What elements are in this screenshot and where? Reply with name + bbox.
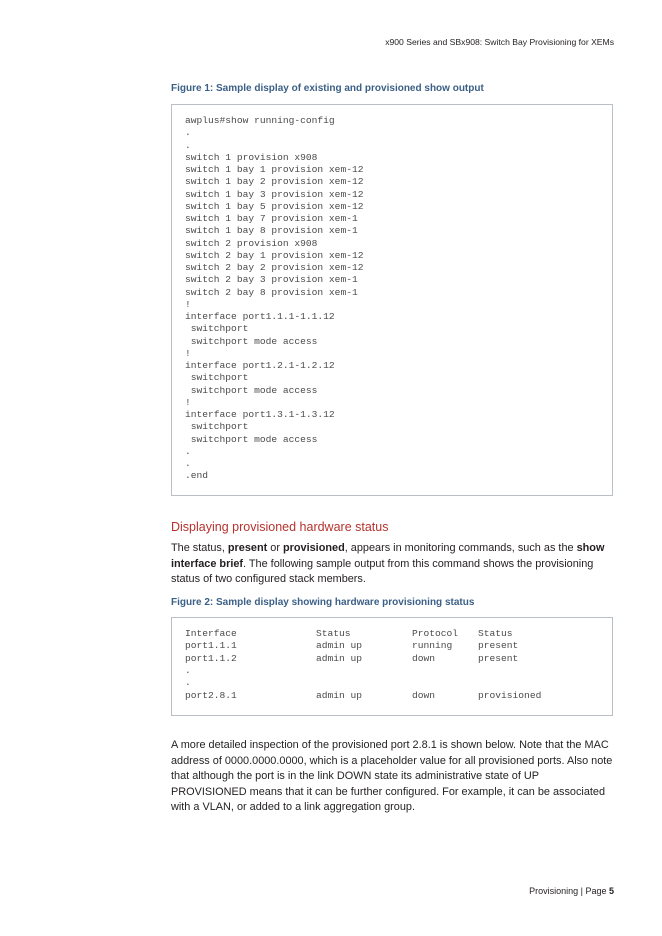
para-text-2: or [267, 542, 283, 554]
code-line: . [185, 139, 191, 151]
code-line: switch 1 bay 3 provision xem-12 [185, 188, 364, 200]
term-present: present [227, 542, 268, 554]
page-footer [529, 886, 614, 896]
table-header-row [185, 628, 605, 640]
figure-2-table-block [171, 617, 613, 716]
code-line: interface port1.3.1-1.3.12 [185, 409, 335, 420]
code-line: .end [185, 470, 209, 482]
table-cell: admin up [316, 689, 363, 701]
table-header-cell: Status [478, 628, 513, 639]
code-line: switch 1 bay 1 provision xem-12 [185, 164, 364, 175]
code-line: . [185, 458, 191, 469]
code-line: switch 2 bay 3 provision xem-1 [185, 274, 358, 286]
para-text-4: . The following sample output from this command shows the provisioning status of two configured stack members. [171, 557, 594, 585]
table-row [185, 665, 605, 677]
figure-1-lines [172, 115, 363, 483]
code-line: switch 1 provision x908 [185, 151, 318, 163]
table-row [185, 677, 605, 689]
table-cell: down [412, 689, 436, 701]
footer-label: Provisioning [529, 886, 579, 896]
table-cell: provisioned [478, 689, 542, 701]
table-cell: . [185, 677, 191, 689]
section-heading: Displaying provisioned hardware status [171, 520, 389, 534]
code-line: switch 1 bay 2 provision xem-12 [185, 176, 364, 188]
code-line: switchport [185, 323, 249, 335]
para-text-3: , appears in monitoring commands, such as the [344, 542, 577, 554]
code-line: switch 1 bay 7 provision xem-1 [185, 213, 358, 224]
page-header: x900 Series and SBx908: Switch Bay Provisioning for XEMs [385, 37, 614, 47]
table-row [185, 690, 605, 702]
figure-2-caption: Figure 2: Sample display showing hardware provisioning status [171, 597, 475, 608]
table-cell: port2.8.1 [185, 689, 237, 701]
code-line: switch 2 bay 2 provision xem-12 [185, 262, 364, 273]
table-row [185, 653, 605, 665]
code-line: ! [185, 298, 191, 310]
table-cell: admin up [316, 640, 363, 652]
code-line: switch 1 bay 8 provision xem-1 [185, 225, 358, 237]
figure-1-code-block [171, 104, 613, 496]
table-cell: present [478, 640, 519, 652]
code-line: . [185, 127, 191, 139]
footer-page-prefix: Page [585, 886, 609, 896]
table-cell: . [185, 664, 191, 676]
code-line: interface port1.1.1-1.1.12 [185, 311, 335, 322]
table-header-cell: Interface [185, 628, 237, 639]
code-line: ! [185, 396, 191, 408]
code-line: switchport mode access [185, 384, 318, 396]
code-line: awplus#show running-config [185, 115, 335, 126]
status-paragraph [171, 541, 616, 588]
code-line: switch 2 provision x908 [185, 237, 318, 249]
code-line: interface port1.2.1-1.2.12 [185, 360, 335, 371]
code-line: . [185, 445, 191, 457]
table-header-cell: Status [316, 628, 351, 639]
code-line: switch 2 bay 1 provision xem-12 [185, 249, 364, 261]
code-line: switchport [185, 372, 249, 384]
table-cell: present [478, 652, 519, 664]
code-line: switch 2 bay 8 provision xem-1 [185, 286, 358, 298]
para-text-1: The status, [171, 542, 228, 554]
code-line: switch 1 bay 5 provision xem-12 [185, 200, 364, 212]
table-header-cell: Protocol [412, 628, 459, 639]
detail-paragraph: A more detailed inspection of the provisioned port 2.8.1 is shown below. Note that the MAC address of 0000.0000.0000, which is a placeholder value for all provisioned ports. Also note that although the port is in the link DOWN state its administrative state of UP PROVISIONED means that it can be further configured. For example, it can be associated with a VLAN, or added to a link aggregation group. [171, 739, 613, 813]
table-cell: port1.1.1 [185, 640, 237, 652]
code-line: switchport mode access [185, 433, 318, 445]
term-provisioned: provisioned [283, 542, 345, 554]
table-cell: port1.1.2 [185, 652, 237, 664]
page-number: 5 [608, 886, 614, 896]
code-line: switchport [185, 421, 249, 433]
table-cell: running [412, 640, 453, 652]
table-row [185, 640, 605, 652]
code-line: ! [185, 347, 191, 359]
term-show-interface-brief: show interface brief [171, 542, 605, 570]
footer-separator: | [578, 886, 586, 896]
table-cell: down [412, 652, 436, 664]
figure-1-caption: Figure 1: Sample display of existing and provisioned show output [171, 83, 484, 94]
code-line: switchport mode access [185, 335, 318, 347]
table-cell: admin up [316, 652, 363, 664]
